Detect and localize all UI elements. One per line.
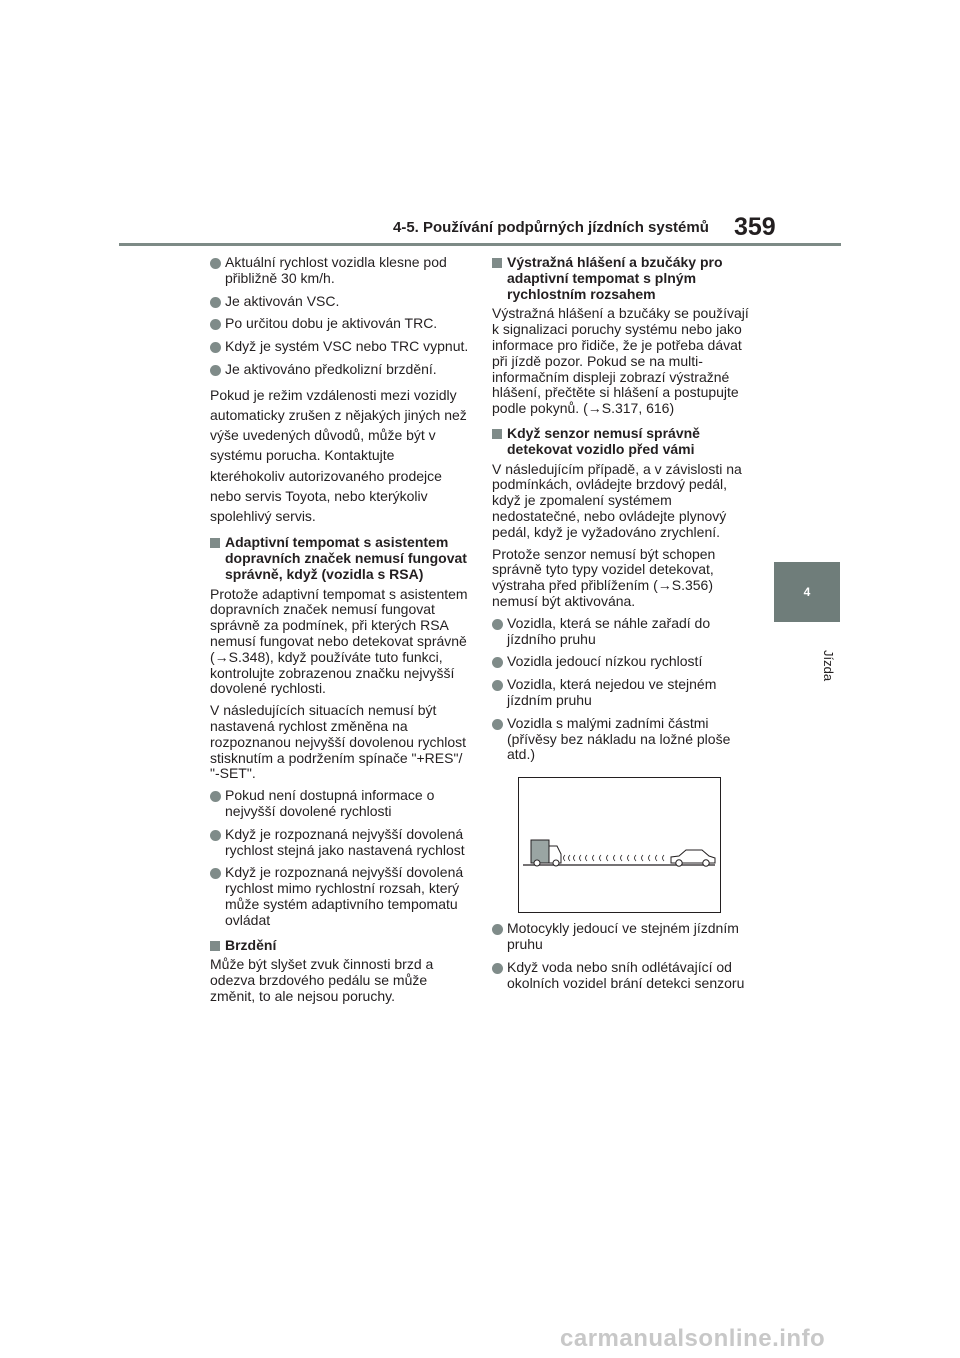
square-marker-icon	[210, 538, 220, 548]
list-item: Když je systém VSC nebo TRC vypnut.	[210, 339, 472, 355]
paragraph: Může být slyšet zvuk činnosti brzd a odezva brzdového pedálu se může změnit, to ale nejsou poruchy.	[210, 956, 434, 1004]
list-item: Je aktivován VSC.	[210, 294, 472, 310]
section-heading: Adaptivní tempomat s asistentem dopravních značek nemusí fungovat správně, když (vozidla s RSA)	[210, 535, 472, 582]
list-item: Aktuální rychlost vozidla klesne pod přibližně 30 km/h.	[210, 255, 472, 287]
bullet-icon	[210, 258, 221, 269]
bullet-icon	[492, 657, 503, 668]
list-item: Vozidla, která nejedou ve stejném jízdním pruhu	[492, 677, 754, 709]
bullet-icon	[492, 680, 503, 691]
right-column	[492, 255, 754, 998]
section-title: 4-5. Používání podpůrných jízdních systémů	[393, 219, 709, 236]
square-marker-icon	[492, 429, 502, 439]
truck-car-illustration	[519, 778, 719, 911]
truck-wheel	[553, 860, 559, 866]
truck-wheel	[534, 860, 540, 866]
paragraph: Pokud je režim vzdálenosti mezi vozidly automaticky zrušen z nějakých jiných než výše uvedených důvodů, může být v systému porucha. Kontaktujte kteréhokoliv autorizovaného prodejce nebo servis Toyota, nebo kterýkoliv spolehlivý servis.	[210, 386, 467, 524]
list-item: Vozidla jedoucí nízkou rychlostí	[492, 654, 754, 670]
square-marker-icon	[210, 941, 220, 951]
truck-trailer	[531, 840, 549, 863]
bullet-icon	[210, 297, 221, 308]
list-item: Pokud není dostupná informace o nejvyšší dovolené rychlosti	[210, 788, 472, 820]
sensor-illustration	[518, 777, 721, 913]
bullet-icon	[210, 365, 221, 376]
bullet-icon	[492, 924, 503, 935]
car-wheel	[703, 860, 709, 866]
paragraph: Protože adaptivní tempomat s asistentem dopravních značek nemusí fungovat správně za podmínek, při kterých RSA nemusí fungovat nebo detekovat správně (→S.348), když používáte tuto funkci, kontrolujte zobrazenou značku nejvyšší dovolené rychlosti.	[210, 585, 468, 697]
sensor-waves	[564, 855, 665, 861]
paragraph: V následujících situacích nemusí být nastavená rychlost změněna na rozpoznanou nejvyšší dovolenou rychlost stisknutím a podržením spínače "+RES"/ "-SET".	[210, 702, 467, 782]
list-item: Když voda nebo sníh odlétávající od okolních vozidel brání detekci senzoru	[492, 960, 754, 992]
bullet-icon	[492, 719, 503, 730]
bullet-icon	[210, 791, 221, 802]
paragraph: Výstražná hlášení a bzučáky se používají k signalizaci poruchy systému nebo jako informace pro řidiče, že je potřeba dávat při jízdě pozor. Pokud se na multi-informačním displeji zobrazí výstražné hlášení, přečtěte si hlášení a postupujte podle pokynů. (→S.317, 616)	[492, 305, 749, 417]
bullet-icon	[210, 868, 221, 879]
watermark: carmanualsonline.info	[560, 1325, 826, 1352]
list-item: Motocykly jedoucí ve stejném jízdním pruhu	[492, 921, 754, 953]
list-item: Když je rozpoznaná nejvyšší dovolená rychlost mimo rychlostní rozsah, který může systém adaptivního tempomatu ovládat	[210, 865, 472, 928]
bullet-icon	[210, 830, 221, 841]
paragraph: Protože senzor nemusí být schopen správně tyto typy vozidel detekovat, výstraha před přiblížením (→S.356) nemusí být aktivována.	[492, 545, 716, 609]
list-item: Vozidla, která se náhle zařadí do jízdního pruhu	[492, 616, 754, 648]
header-divider	[119, 243, 841, 246]
list-item: Když je rozpoznaná nejvyšší dovolená rychlost stejná jako nastavená rychlost	[210, 827, 472, 859]
section-heading: Když senzor nemusí správně detekovat vozidlo před vámi	[492, 426, 754, 458]
list-item: Je aktivováno předkolizní brzdění.	[210, 362, 472, 378]
square-marker-icon	[492, 258, 502, 268]
bullet-icon	[210, 319, 221, 330]
section-heading: Brzdění	[210, 938, 472, 954]
chapter-tab: 4	[774, 562, 840, 622]
left-column	[210, 255, 472, 1011]
car-wheel	[676, 860, 682, 866]
list-item: Vozidla s malými zadními částmi (přívěsy bez nákladu na ložné ploše atd.)	[492, 716, 754, 763]
bullet-icon	[210, 342, 221, 353]
section-heading: Výstražná hlášení a bzučáky pro adaptivní tempomat s plným rychlostním rozsahem	[492, 255, 754, 302]
paragraph: V následujícím případě, a v závislosti na podmínkách, ovládejte brzdový pedál, když je zpomalení systémem nedostatečné, nebo ovládejte plynový pedál, když je vyžadováno zrychlení.	[492, 460, 742, 540]
bullet-icon	[492, 619, 503, 630]
bullet-icon	[492, 963, 503, 974]
chapter-label-text: Jízda	[821, 650, 836, 682]
page-number: 359	[734, 213, 776, 241]
chapter-label	[778, 636, 836, 696]
list-item: Po určitou dobu je aktivován TRC.	[210, 316, 472, 332]
